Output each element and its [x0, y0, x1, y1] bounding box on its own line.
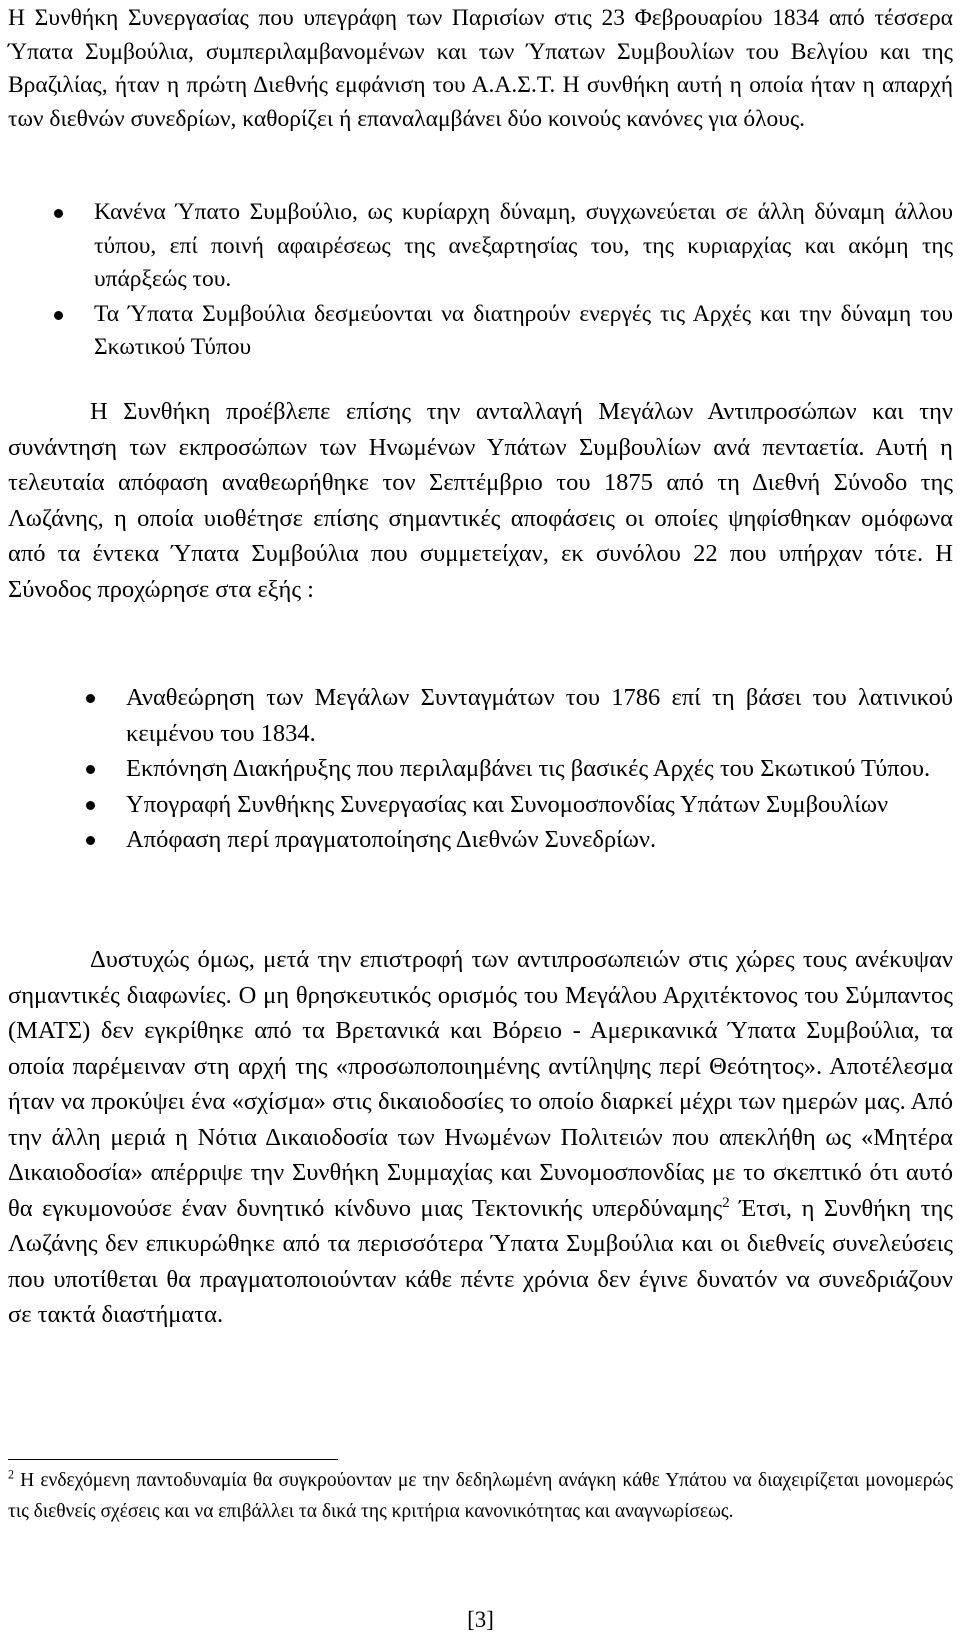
rules-list [8, 196, 953, 366]
footnote-number: 2 [8, 1467, 15, 1482]
third-paragraph-text: Δυστυχώς όμως, μετά την επιστροφή των αντιπροσωπειών στις χώρες τους ανέκυψαν σημαντικές διαφωνίες. Ο μη θρησκευτικός ορισμός του Μεγάλου Αρχιτέκτονος του Σύμπαντος (ΜΑΤΣ) δεν εγκρίθηκε από τα Βρετανικά και Βόρειο - Αμερικανικά Ύπατα Συμβούλια, τα οποία παρέμειναν στη αρχή της «προσωποποιημένης αντίληψης περί Θεότητος». Αποτέλεσμα ήταν να προκύψει ένα «σχίσμα» στις δικαιοδοσίες το οποίο διαρκεί μέχρι των ημερών μας. Από την άλλη μεριά η Νότια Δικαιοδοσία των Ηνωμένων Πολιτειών που απεκλήθη ως «Μητέρα Δικαιοδοσία» απέρριψε την Συνθήκη Συμμαχίας και Συνομοσπονδίας με το σκεπτικό ότι αυτό θα εγκυμονούσε έναν δυνητικό κίνδυνο μιας Τεκτονικής υπερδύναμης [8, 946, 953, 1222]
third-paragraph-continuation: Έτσι, η Συνθήκη της Λωζάνης δεν επικυρώθηκε από τα περισσότερα Ύπατα Συμβούλια και οι διεθνείς συνελεύσεις που υποτίθεται θα πραγματοποιούνταν κάθε πέντε χρόνια δεν έγινε δυνατόν να συνεδριάζουν σε τακτά διαστήματα. [8, 1194, 953, 1328]
list-item [8, 196, 953, 297]
decision-text: Υπογραφή Συνθήκης Συνεργασίας και Συνομοσπονδίας Υπάτων Συμβουλίων [126, 790, 889, 818]
bullet-icon [86, 765, 95, 774]
bullet-icon [86, 694, 95, 703]
list-item [8, 680, 953, 751]
decisions-list [8, 680, 953, 858]
decision-text: Αναθεώρηση των Μεγάλων Συνταγμάτων του 1786 επί τη βάσει του λατινικού κειμένου του 1834. [126, 684, 953, 747]
bullet-icon [86, 801, 95, 810]
bullet-icon [86, 836, 95, 845]
rule-text: Τα Ύπατα Συμβούλια δεσμεύονται να διατηρούν ενεργές τις Αρχές και την δύναμη του Σκωτικού Τύπου [94, 300, 953, 360]
footnote [8, 1465, 953, 1527]
list-item [8, 822, 953, 858]
third-paragraph [8, 942, 953, 1333]
intro-paragraph: Η Συνθήκη Συνεργασίας που υπεγράφη των Παρισίων στις 23 Φεβρουαρίου 1834 από τέσσερα Ύπατα Συμβούλια, συμπεριλαμβανομένων και των Ύπατων Συμβουλίων του Βελγίου και της Βραζιλίας, ήταν η πρώτη Διεθνής εμφάνιση του Α.Α.Σ.Τ. Η συνθήκη αυτή η οποία ήταν η απαρχή των διεθνών συνεδρίων, καθορίζει ή επαναλαμβάνει δύο κοινούς κανόνες για όλους. [8, 5, 953, 132]
footnote-text: Η ενδεχόμενη παντοδυναμία θα συγκρούονταν με την δεδηλωμένη ανάγκη κάθε Υπάτου να διαχειρίζεται μονομερώς τις διεθνείς σχέσεις και να επιβάλλει τα δικά της κριτήρια κανονικότητας και αναγνωρίσεως. [8, 1470, 953, 1522]
footnote-separator [8, 1459, 338, 1460]
bullet-icon [54, 209, 63, 218]
footnote-reference[interactable]: 2 [722, 1193, 730, 1211]
list-item [8, 751, 953, 787]
decision-text: Εκπόνηση Διακήρυξης που περιλαμβάνει τις βασικές Αρχές του Σκωτικού Τύπου. [126, 755, 931, 782]
bullet-icon [54, 311, 63, 320]
second-paragraph: Η Συνθήκη προέβλεπε επίσης την ανταλλαγή Μεγάλων Αντιπροσώπων και την συνάντηση των εκπροσώπων των Ηνωμένων Υπάτων Συμβουλίων ανά πενταετία. Αυτή η τελευταία απόφαση αναθεωρήθηκε τον Σεπτέμβριο του 1875 από τη Διεθνή Σύνοδο της Λωζάνης, η οποία υιοθέτησε επίσης σημαντικές αποφάσεις οι οποίες ψηφίσθηκαν ομόφωνα από τα έντεκα Ύπατα Συμβούλια που συμμετείχαν, εκ συνόλου 22 που υπήρχαν τότε. Η Σύνοδος προχώρησε στα εξής : [8, 398, 953, 603]
list-item [8, 787, 953, 823]
list-item [8, 298, 953, 365]
decision-text: Απόφαση περί πραγματοποίησης Διεθνών Συνεδρίων. [126, 826, 657, 853]
page-number: [3] [467, 1607, 494, 1632]
rule-text: Κανένα Ύπατο Συμβούλιο, ως κυρίαρχη δύναμη, συγχωνεύεται σε άλλη δύναμη άλλου τύπου, επί ποινή αφαιρέσεως της ανεξαρτησίας του, της κυριαρχίας και ακόμη της υπάρξεώς του. [94, 199, 953, 292]
